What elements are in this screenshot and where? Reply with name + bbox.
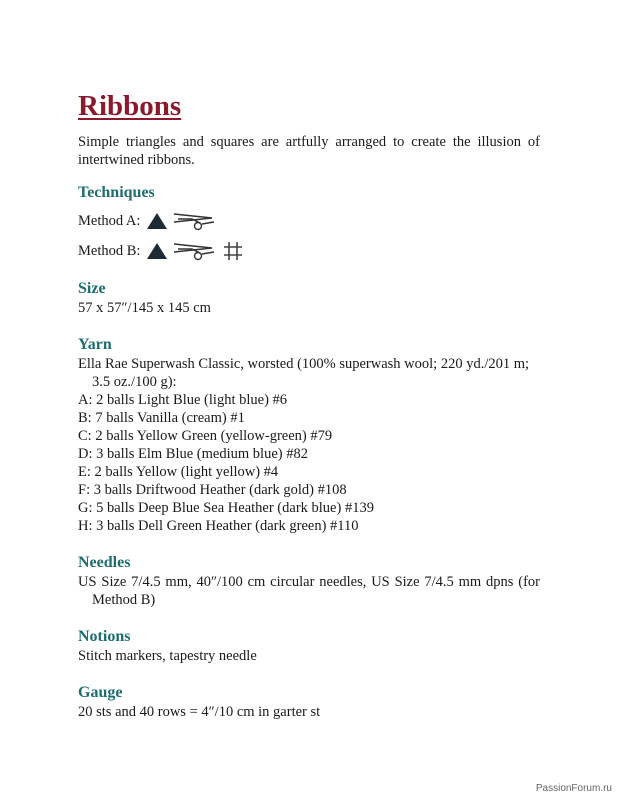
scissors-needle-icon: [172, 210, 216, 232]
yarn-section: [78, 335, 540, 535]
notions-section: [78, 627, 540, 665]
yarn-text: Ella Rae Superwash Classic, worsted (100% superwash wool; 220 yd./201 m; 3.5 oz./100 g):: [78, 356, 530, 390]
yarn-item-a: A: 2 balls Light Blue (light blue) #6: [78, 392, 288, 408]
yarn-item-h: H: 3 balls Dell Green Heather (dark green) #110: [78, 518, 359, 534]
yarn-item-g: G: 5 balls Deep Blue Sea Heather (dark blue) #139: [78, 500, 374, 516]
triangle-icon: [146, 242, 168, 260]
notions-heading: Notions: [78, 628, 131, 645]
intro-text: Simple triangles and squares are artfully arranged to create the illusion of intertwined ribbons.: [78, 134, 540, 168]
needles-section: [78, 553, 540, 609]
method-a-label: Method A:: [78, 212, 141, 229]
yarn-item-b: B: 7 balls Vanilla (cream) #1: [78, 410, 245, 426]
pattern-page: [78, 88, 540, 721]
size-heading: Size: [78, 280, 106, 297]
page-title: Ribbons: [78, 90, 182, 122]
method-a-row: [78, 209, 540, 233]
scissors-needle-icon: [172, 240, 216, 262]
grid-square-icon: [222, 240, 244, 262]
method-b-label: Method B:: [78, 242, 141, 259]
techniques-section: [78, 183, 540, 263]
size-section: [78, 279, 540, 317]
gauge-section: [78, 683, 540, 721]
yarn-item-c: C: 2 balls Yellow Green (yellow-green) #79: [78, 428, 333, 444]
yarn-item-f: F: 3 balls Driftwood Heather (dark gold) #108: [78, 482, 347, 498]
size-text: 57 x 57″/145 x 145 cm: [78, 300, 211, 316]
yarn-item-e: E: 2 balls Yellow (light yellow) #4: [78, 464, 279, 480]
needles-text: US Size 7/4.5 mm, 40″/100 cm circular needles, US Size 7/4.5 mm dpns (for Method B): [78, 574, 540, 608]
gauge-text: 20 sts and 40 rows = 4″/10 cm in garter st: [78, 704, 321, 720]
watermark-text: PassionForum.ru: [535, 783, 612, 794]
yarn-item-d: D: 3 balls Elm Blue (medium blue) #82: [78, 446, 308, 462]
triangle-icon: [146, 212, 168, 230]
gauge-heading: Gauge: [78, 684, 123, 701]
notions-text: Stitch markers, tapestry needle: [78, 648, 257, 664]
yarn-heading: Yarn: [78, 336, 112, 353]
method-b-row: [78, 239, 540, 263]
needles-heading: Needles: [78, 554, 131, 571]
techniques-heading: Techniques: [78, 184, 155, 201]
